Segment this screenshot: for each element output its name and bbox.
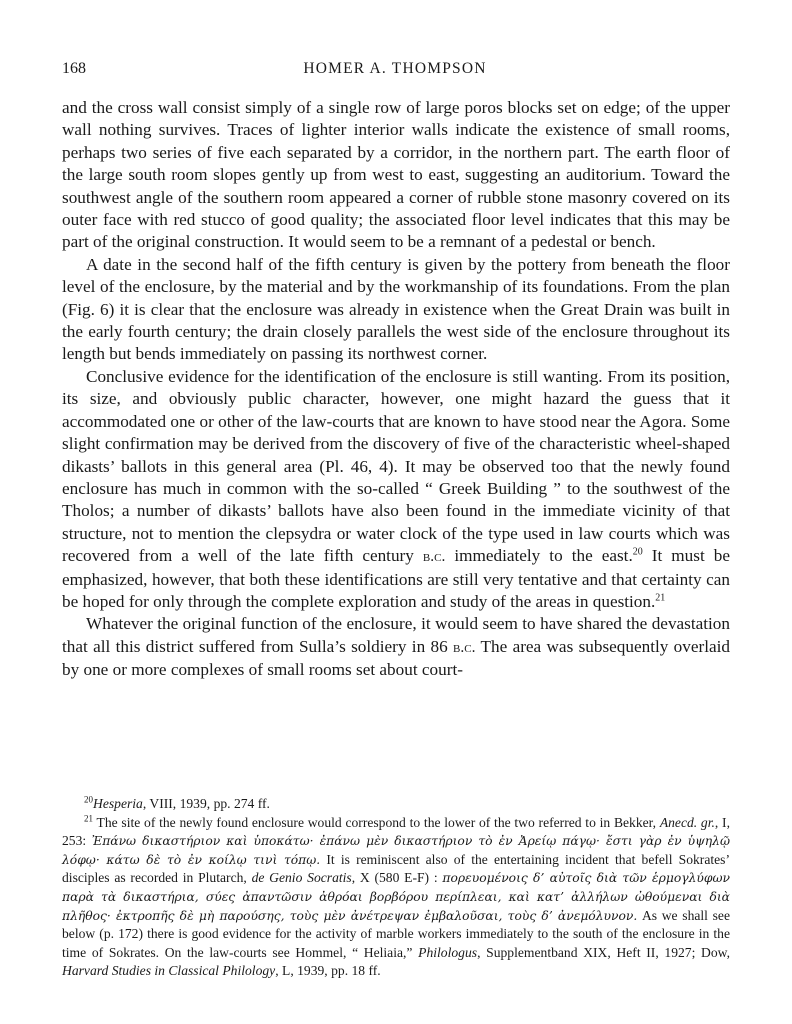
paragraph-3-text-b: immediately to the east.: [445, 546, 633, 566]
journal-title: Hesperia: [93, 796, 143, 811]
greek-quotation: πορευομένοις δ’ αὐτοῖς διὰ τῶν ἑρμογλύφων παρὰ τὰ δικαστήρια, σύες ἀπαντῶσιν ἀθρόαι βορβόρου περίπλεαι, καὶ κατ’ ἀλλήλων ὠθούμεναι διὰ πλῆθος· ἐκτροπῆς δὲ μὴ παρούσης, τοὺς μὲν ἀνέτρεψαν ἐμβαλοῦσαι, τοὺς δ’ ἀνεμόλυνον.: [62, 871, 730, 923]
footnote-text: , X (580 E-F) :: [351, 870, 443, 886]
body-text: [62, 97, 730, 682]
bc-abbrev: b.c.: [453, 638, 476, 656]
footnote-text: , Supplementband XIX, Heft II, 1927; Dow,: [477, 944, 731, 960]
bc-abbrev: b.c.: [422, 548, 446, 566]
footnote-text: , I, 253:: [62, 814, 730, 849]
footnote-21: [62, 814, 730, 981]
page-number: 168: [62, 60, 86, 77]
footnote-ref-20[interactable]: 20: [632, 546, 643, 558]
paragraph-2: A date in the second half of the fifth century is given by the pottery from beneath the floor level of the enclosure, by the material and by the workmanship of its foundations. From the plan (Fig. 6) it is clear that the enclosure was already in existence when the Great Drain was built in the early fourth century; the drain closely parallels the west side of the enclosure throughout its length but bends immediately on passing its northwest corner.: [62, 254, 730, 364]
footnote-text: , VIII, 1939, pp. 274 ff.: [142, 796, 270, 811]
paragraph-4-text: Whatever the original function of the enclosure, it would seem to have shared the devastation that all this district suffered from Sulla’s soldiery in 86: [62, 614, 730, 656]
footnotes: [62, 795, 730, 981]
footnote-text: , L, 1939, pp. 18 ff.: [275, 963, 381, 979]
footnote-20: [62, 795, 730, 814]
greek-quotation: Ἐπάνω δικαστήριον καὶ ὑποκάτω· ἐπάνω μὲν δικαστήριον τὸ ἐν Ἀρείῳ πάγῳ· ἔστι γὰρ ἐν ὑψηλῷ λόφῳ· κάτω δὲ τὸ ἐν κοίλῳ τινὶ τόπῳ.: [62, 834, 730, 867]
footnote-number: 20: [84, 794, 93, 805]
work-title: de Genio Socratis: [251, 870, 352, 886]
paragraph-3: [62, 366, 730, 613]
paragraph-3-text-c: It must be emphasized, however, that both these identifications are still very tentative and that certainty can be hoped for only through the complete exploration and study of the areas in question.: [62, 546, 730, 611]
work-title: Anecd. gr.: [659, 814, 715, 830]
paragraph-4: [62, 613, 730, 681]
footnote-text: The site of the newly found enclosure would correspond to the lower of the two referred to in Bekker,: [96, 814, 660, 830]
journal-title: Philologus: [418, 944, 478, 960]
paragraph-1: and the cross wall consist simply of a single row of large poros blocks set on edge; of the upper wall nothing survives. Traces of lighter interior walls indicate the existence of small rooms, perhaps two series of five each separated by a corridor, in the northern part. The earth floor of the large south room slopes gently up from west to east, suggesting an auditorium. Toward the southwest angle of the southern room appeared a corner of rubble stone masonry covered on its outer face with red stucco of good quality; the associated floor level indicates that this may be part of the original construction. It would seem to be a remnant of a pedestal or bench.: [62, 98, 730, 252]
paragraph-4-text-b: The area was subsequently overlaid by one or more complexes of small rooms set about court-: [62, 636, 730, 680]
footnote-ref-21[interactable]: 21: [655, 592, 666, 604]
page-header: [62, 60, 728, 82]
journal-title: Harvard Studies in Classical Philology: [62, 963, 276, 979]
footnote-number: 21: [84, 813, 93, 824]
footnote-text: It is reminiscent also of the entertaining incident that befell Sokrates’ disciples as recorded in Plutarch,: [62, 851, 730, 886]
paragraph-3-text: Conclusive evidence for the identification of the enclosure is still wanting. From its position, its size, and obviously public character, however, one might hazard the guess that it accommodated one or other of the law-courts that are known to have stood near the Agora. Some slight confirmation may be derived from the discovery of five of the characteristic wheel-shaped dikasts’ ballots in this general area (Pl. 46, 4). It may be observed too that the newly found enclosure has much in common with the so-called “ Greek Building ” to the southwest of the Tholos; a number of dikasts’ ballots have also been found in the immediate vicinity of that structure, not to mention the clepsydra or water clock of the type used in law courts which was recovered from a well of the late fifth century: [62, 366, 730, 566]
running-head: HOMER A. THOMPSON: [303, 60, 487, 77]
footnote-text: As we shall see below (p. 172) there is good evidence for the activity of marble workers immediately to the south of the enclosure in the time of Sokrates. On the law-courts see Hommel, “ Heliaia,”: [62, 907, 730, 960]
